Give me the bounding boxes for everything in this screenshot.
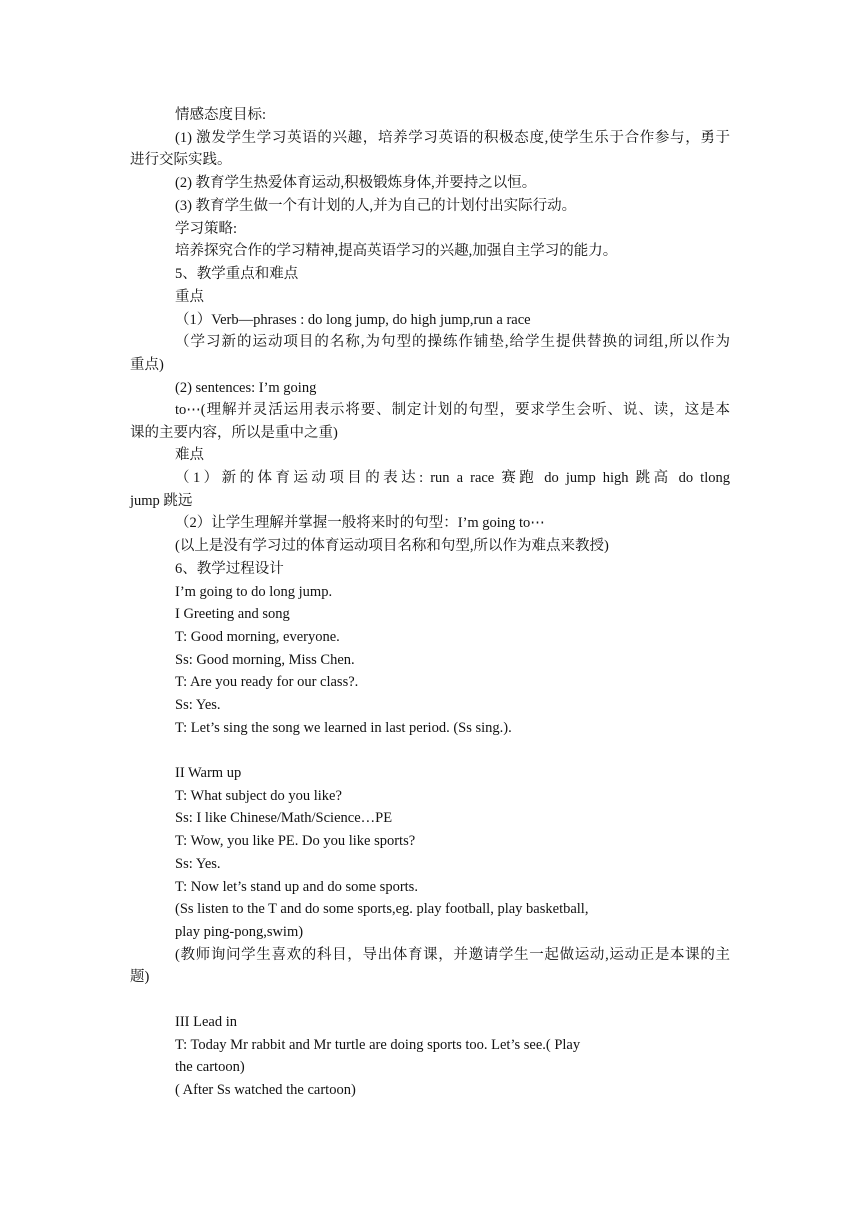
paragraph-line: 培养探究合作的学习精神,提高英语学习的兴趣,加强自主学习的能力。 — [175, 243, 618, 259]
paragraph-line: 进行交际实践。 — [130, 152, 232, 168]
dialogue-line: T: Now let’s stand up and do some sports. — [175, 879, 418, 895]
subheading-difficulties: 难点 — [175, 447, 204, 463]
paragraph-line: jump 跳远 — [130, 493, 193, 509]
paragraph-line: (2) sentences: I’m going — [175, 380, 317, 396]
dialogue-line: Ss: I like Chinese/Math/Science…PE — [175, 810, 393, 826]
dialogue-line: Ss: Good morning, Miss Chen. — [175, 652, 355, 668]
section-heading-6: 6、教学过程设计 — [175, 561, 284, 577]
step-heading: III Lead in — [175, 1014, 237, 1030]
subheading-key-points: 重点 — [175, 289, 204, 305]
step-heading: I Greeting and song — [175, 606, 290, 622]
paragraph-line: (Ss listen to the T and do some sports,eg. play football, play basketball, — [175, 901, 589, 917]
paragraph-line: (1) 激发学生学习英语的兴趣，培养学习英语的积极态度,使学生乐于合作参与，勇于 — [175, 130, 730, 146]
dialogue-line: Ss: Yes. — [175, 697, 221, 713]
paragraph-line: (2) 教育学生热爱体育运动,积极锻炼身体,并要持之以恒。 — [175, 175, 537, 191]
heading-learning-strategy: 学习策略: — [175, 221, 238, 237]
paragraph-line: play ping-pong,swim) — [175, 924, 304, 940]
heading-emotion-goals: 情感态度目标: — [175, 107, 267, 123]
dialogue-line: the cartoon) — [175, 1059, 245, 1075]
step-heading: II Warm up — [175, 765, 242, 781]
paragraph-line: to⋯(理解并灵活运用表示将要、制定计划的句型，要求学生会听、说、读，这是本 — [175, 402, 730, 418]
dialogue-line: T: What subject do you like? — [175, 788, 342, 804]
dialogue-line: T: Let’s sing the song we learned in last period. (Ss sing.). — [175, 720, 512, 736]
dialogue-line: Ss: Yes. — [175, 856, 221, 872]
paragraph-line: (以上是没有学习过的体育运动项目名称和句型,所以作为难点来教授) — [175, 538, 609, 554]
paragraph-line: （1）新的体育运动项目的表达: run a race 赛跑 do jump high 跳高 do tlong — [175, 470, 730, 486]
dialogue-line: T: Today Mr rabbit and Mr turtle are doing sports too. Let’s see.( Play — [175, 1037, 581, 1053]
paragraph-line: （学习新的运动项目的名称,为句型的操练作铺垫,给学生提供替换的词组,所以作为 — [175, 334, 730, 350]
dialogue-line: T: Wow, you like PE. Do you like sports? — [175, 833, 416, 849]
paragraph-line: I’m going to do long jump. — [175, 584, 333, 600]
dialogue-line: ( After Ss watched the cartoon) — [175, 1082, 356, 1098]
paragraph-line: 课的主要内容，所以是重中之重) — [130, 425, 338, 441]
dialogue-line: T: Are you ready for our class?. — [175, 674, 359, 690]
paragraph-line: (3) 教育学生做一个有计划的人,并为自己的计划付出实际行动。 — [175, 198, 577, 214]
paragraph-line: （1）Verb—phrases : do long jump, do high jump,run a race — [175, 312, 531, 328]
paragraph-line: (教师询问学生喜欢的科目，导出体育课，并邀请学生一起做运动,运动正是本课的主 — [175, 947, 730, 963]
section-heading-5: 5、教学重点和难点 — [175, 266, 299, 282]
paragraph-line: （2）让学生理解并掌握一般将来时的句型：I’m going to⋯ — [175, 515, 545, 531]
paragraph-line: 重点) — [130, 357, 164, 373]
dialogue-line: T: Good morning, everyone. — [175, 629, 340, 645]
paragraph-line: 题) — [130, 969, 150, 985]
